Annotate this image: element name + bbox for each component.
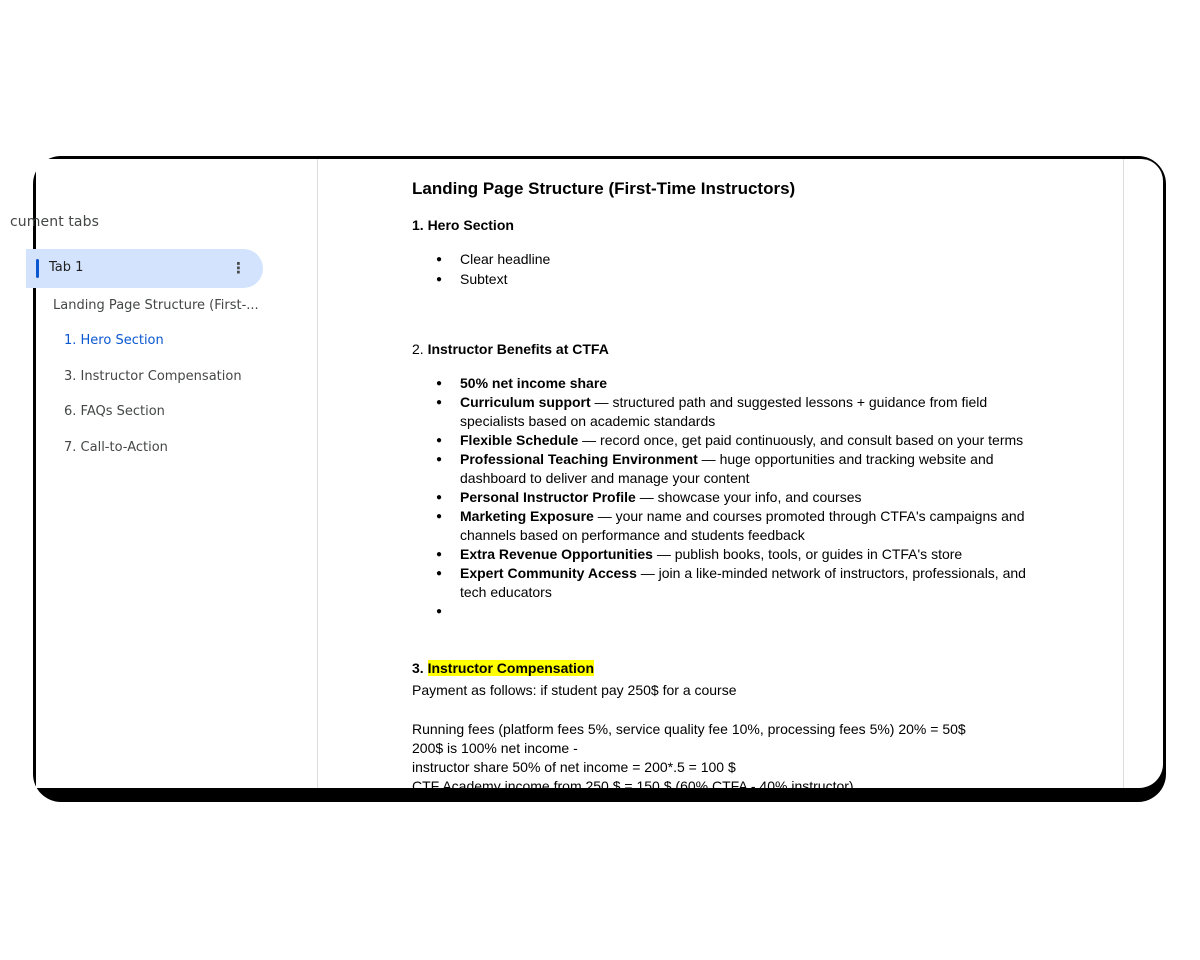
benefit-title: Extra Revenue Opportunities [460, 546, 653, 562]
compensation-line-2: Running fees (platform fees 5%, service quality fee 10%, processing fees 5%) 20% = 50$ [412, 721, 966, 737]
hero-heading: 1. Hero Section [412, 217, 514, 233]
benefit-title: Expert Community Access [460, 565, 637, 581]
hero-list [412, 250, 1032, 289]
doc-title: Landing Page Structure (First-Time Instructors) [412, 179, 796, 198]
benefits-heading-text: Instructor Benefits at CTFA [427, 341, 609, 357]
benefits-heading-num: 2. [412, 341, 428, 357]
tab-1-label[interactable]: Tab 1 [49, 260, 84, 275]
outline-item-instructor-compensation[interactable]: 3. Instructor Compensation [64, 369, 242, 384]
compensation-line-4: instructor share 50% of net income = 200*.5 = 100 $ [412, 759, 736, 775]
benefit-description: — your name and courses promoted through CTFA's campaigns and channels based on performance and students feedback [460, 508, 1025, 543]
benefits-list [412, 374, 1032, 621]
list-item [412, 393, 1032, 431]
list-item [412, 545, 1032, 564]
compensation-line-3: 200$ is 100% net income - [412, 740, 578, 756]
benefit-description: — publish books, tools, or guides in CTFA's store [652, 546, 963, 562]
benefit-title: Flexible Schedule [460, 432, 579, 448]
benefit-description: — structured path and suggested lessons + guidance from field specialists based on academic standards [460, 394, 988, 429]
list-item [412, 374, 1032, 393]
list-item [412, 488, 1032, 507]
outline-item-title[interactable]: Landing Page Structure (First-... [53, 298, 259, 313]
page-right-edge [1123, 159, 1124, 788]
list-item: ● Subtext [412, 270, 1032, 289]
benefit-description: — showcase your info, and courses [635, 489, 862, 505]
list-item [412, 507, 1032, 545]
compensation-line-1: Payment as follows: if student pay 250$ for a course [412, 682, 737, 698]
benefit-title: 50% net income share [460, 375, 608, 391]
tab-active-indicator [36, 259, 39, 278]
document-tabs-sidebar [10, 159, 318, 788]
benefits-heading [412, 341, 609, 357]
benefit-title: Personal Instructor Profile [460, 489, 636, 505]
compensation-heading-num: 3. [412, 660, 428, 676]
docs-window [10, 159, 1163, 794]
list-item [412, 564, 1032, 602]
compensation-heading [412, 660, 594, 676]
benefit-title: Professional Teaching Environment [460, 451, 698, 467]
list-item [412, 450, 1032, 488]
outline-item-call-to-action[interactable]: 7. Call-to-Action [64, 440, 168, 455]
outline-item-hero-section[interactable]: 1. Hero Section [64, 333, 164, 348]
list-item [412, 602, 1032, 621]
more-vert-icon[interactable]: ⋮ [231, 259, 246, 277]
benefit-description: — join a like-minded network of instructors, professionals, and tech educators [460, 565, 1026, 600]
benefit-title: Marketing Exposure [460, 508, 594, 524]
list-item [412, 431, 1032, 450]
document-tabs-heading: cument tabs [10, 214, 99, 230]
outline-item-faqs-section[interactable]: 6. FAQs Section [64, 404, 165, 419]
list-item: ● Clear headline [412, 250, 1032, 269]
compensation-heading-text: Instructor Compensation [427, 660, 595, 676]
benefit-description: — huge opportunities and tracking website and dashboard to deliver and manage your content [460, 451, 994, 486]
benefit-title: Curriculum support [460, 394, 591, 410]
compensation-line-5: CTF Academy income from 250 $ = 150 $ (60% CTFA - 40% instructor) [412, 778, 854, 794]
benefit-description: — record once, get paid continuously, and consult based on your terms [578, 432, 1024, 448]
